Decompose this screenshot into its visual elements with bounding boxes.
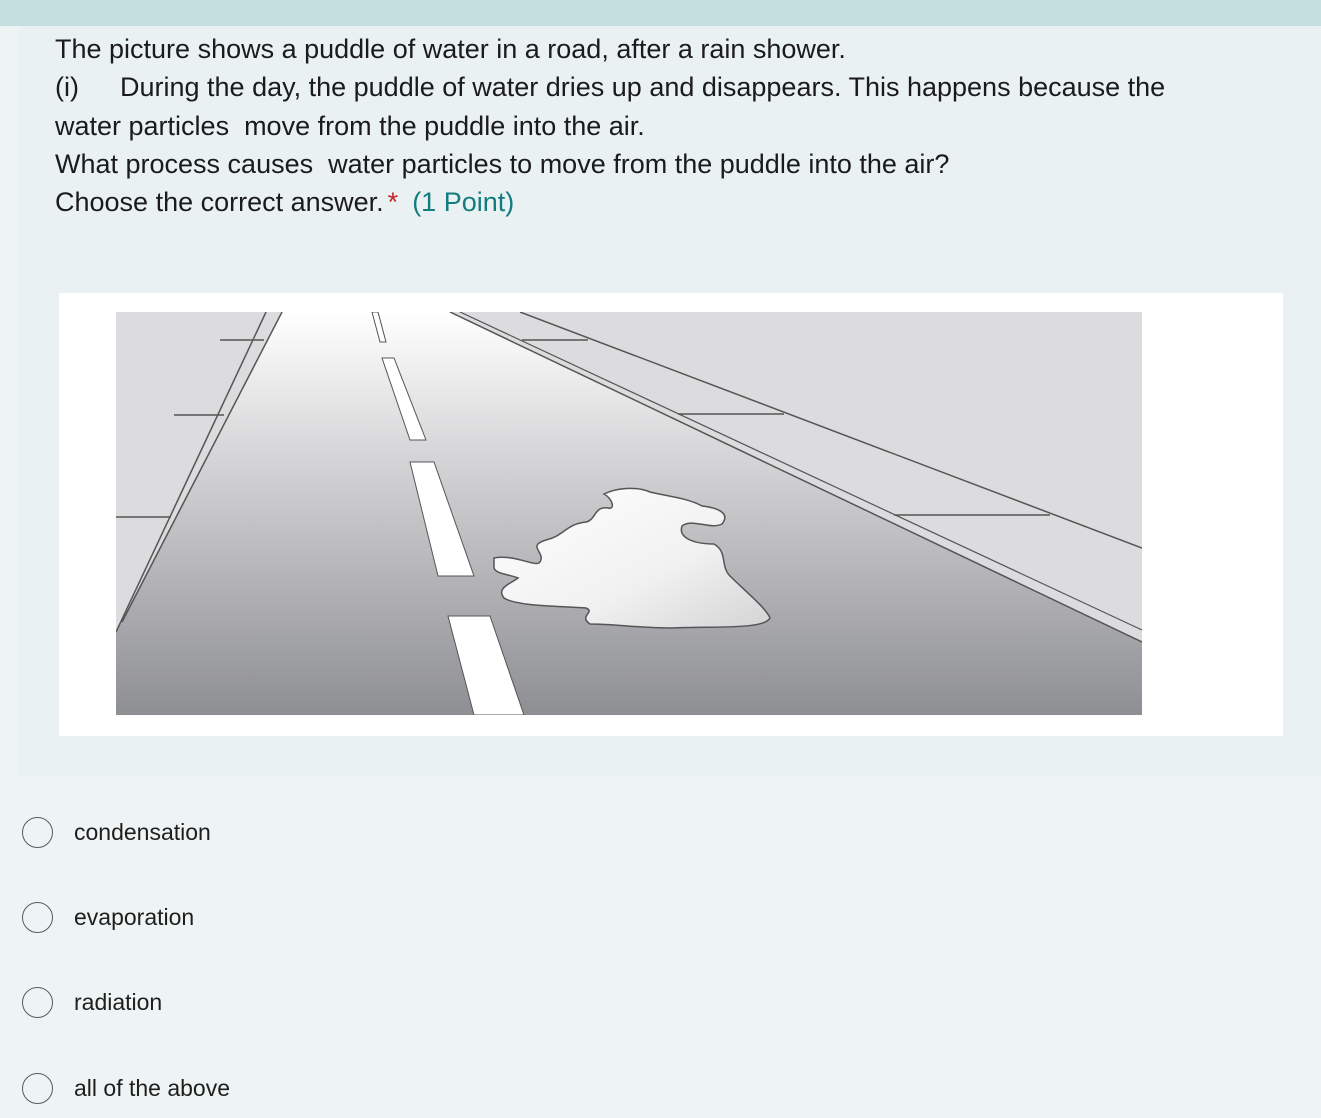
required-mark: * [387, 187, 399, 218]
question-line-3: water particles move from the puddle into the air. [55, 110, 645, 141]
option-all-of-the-above[interactable] [22, 1068, 422, 1108]
road-puddle-image [116, 312, 1142, 715]
header-bar [0, 0, 1321, 26]
question-line-2-text: During the day, the puddle of water dries up and disappears. This happens because the [120, 72, 1166, 103]
points-label: (1 Point) [412, 187, 515, 218]
option-evaporation[interactable] [22, 897, 422, 937]
option-condensation[interactable] [22, 812, 422, 852]
question-line-2 [55, 68, 1295, 106]
radio-button[interactable] [22, 902, 53, 933]
question-line-4: What process causes water particles to move from the puddle into the air? [55, 148, 950, 179]
option-radiation[interactable] [22, 982, 422, 1022]
radio-button[interactable] [22, 817, 53, 848]
option-label: radiation [74, 988, 163, 1015]
question-roman-numeral: (i) [55, 72, 79, 103]
question-text [55, 30, 1295, 221]
radio-button[interactable] [22, 987, 53, 1018]
option-label: all of the above [74, 1074, 231, 1101]
option-label: evaporation [74, 903, 195, 930]
question-line-1: The picture shows a puddle of water in a road, after a rain shower. [55, 34, 846, 64]
option-label: condensation [74, 818, 211, 845]
radio-button[interactable] [22, 1073, 53, 1104]
question-instruction: Choose the correct answer. [55, 187, 384, 218]
question-instruction-line [55, 183, 1295, 221]
